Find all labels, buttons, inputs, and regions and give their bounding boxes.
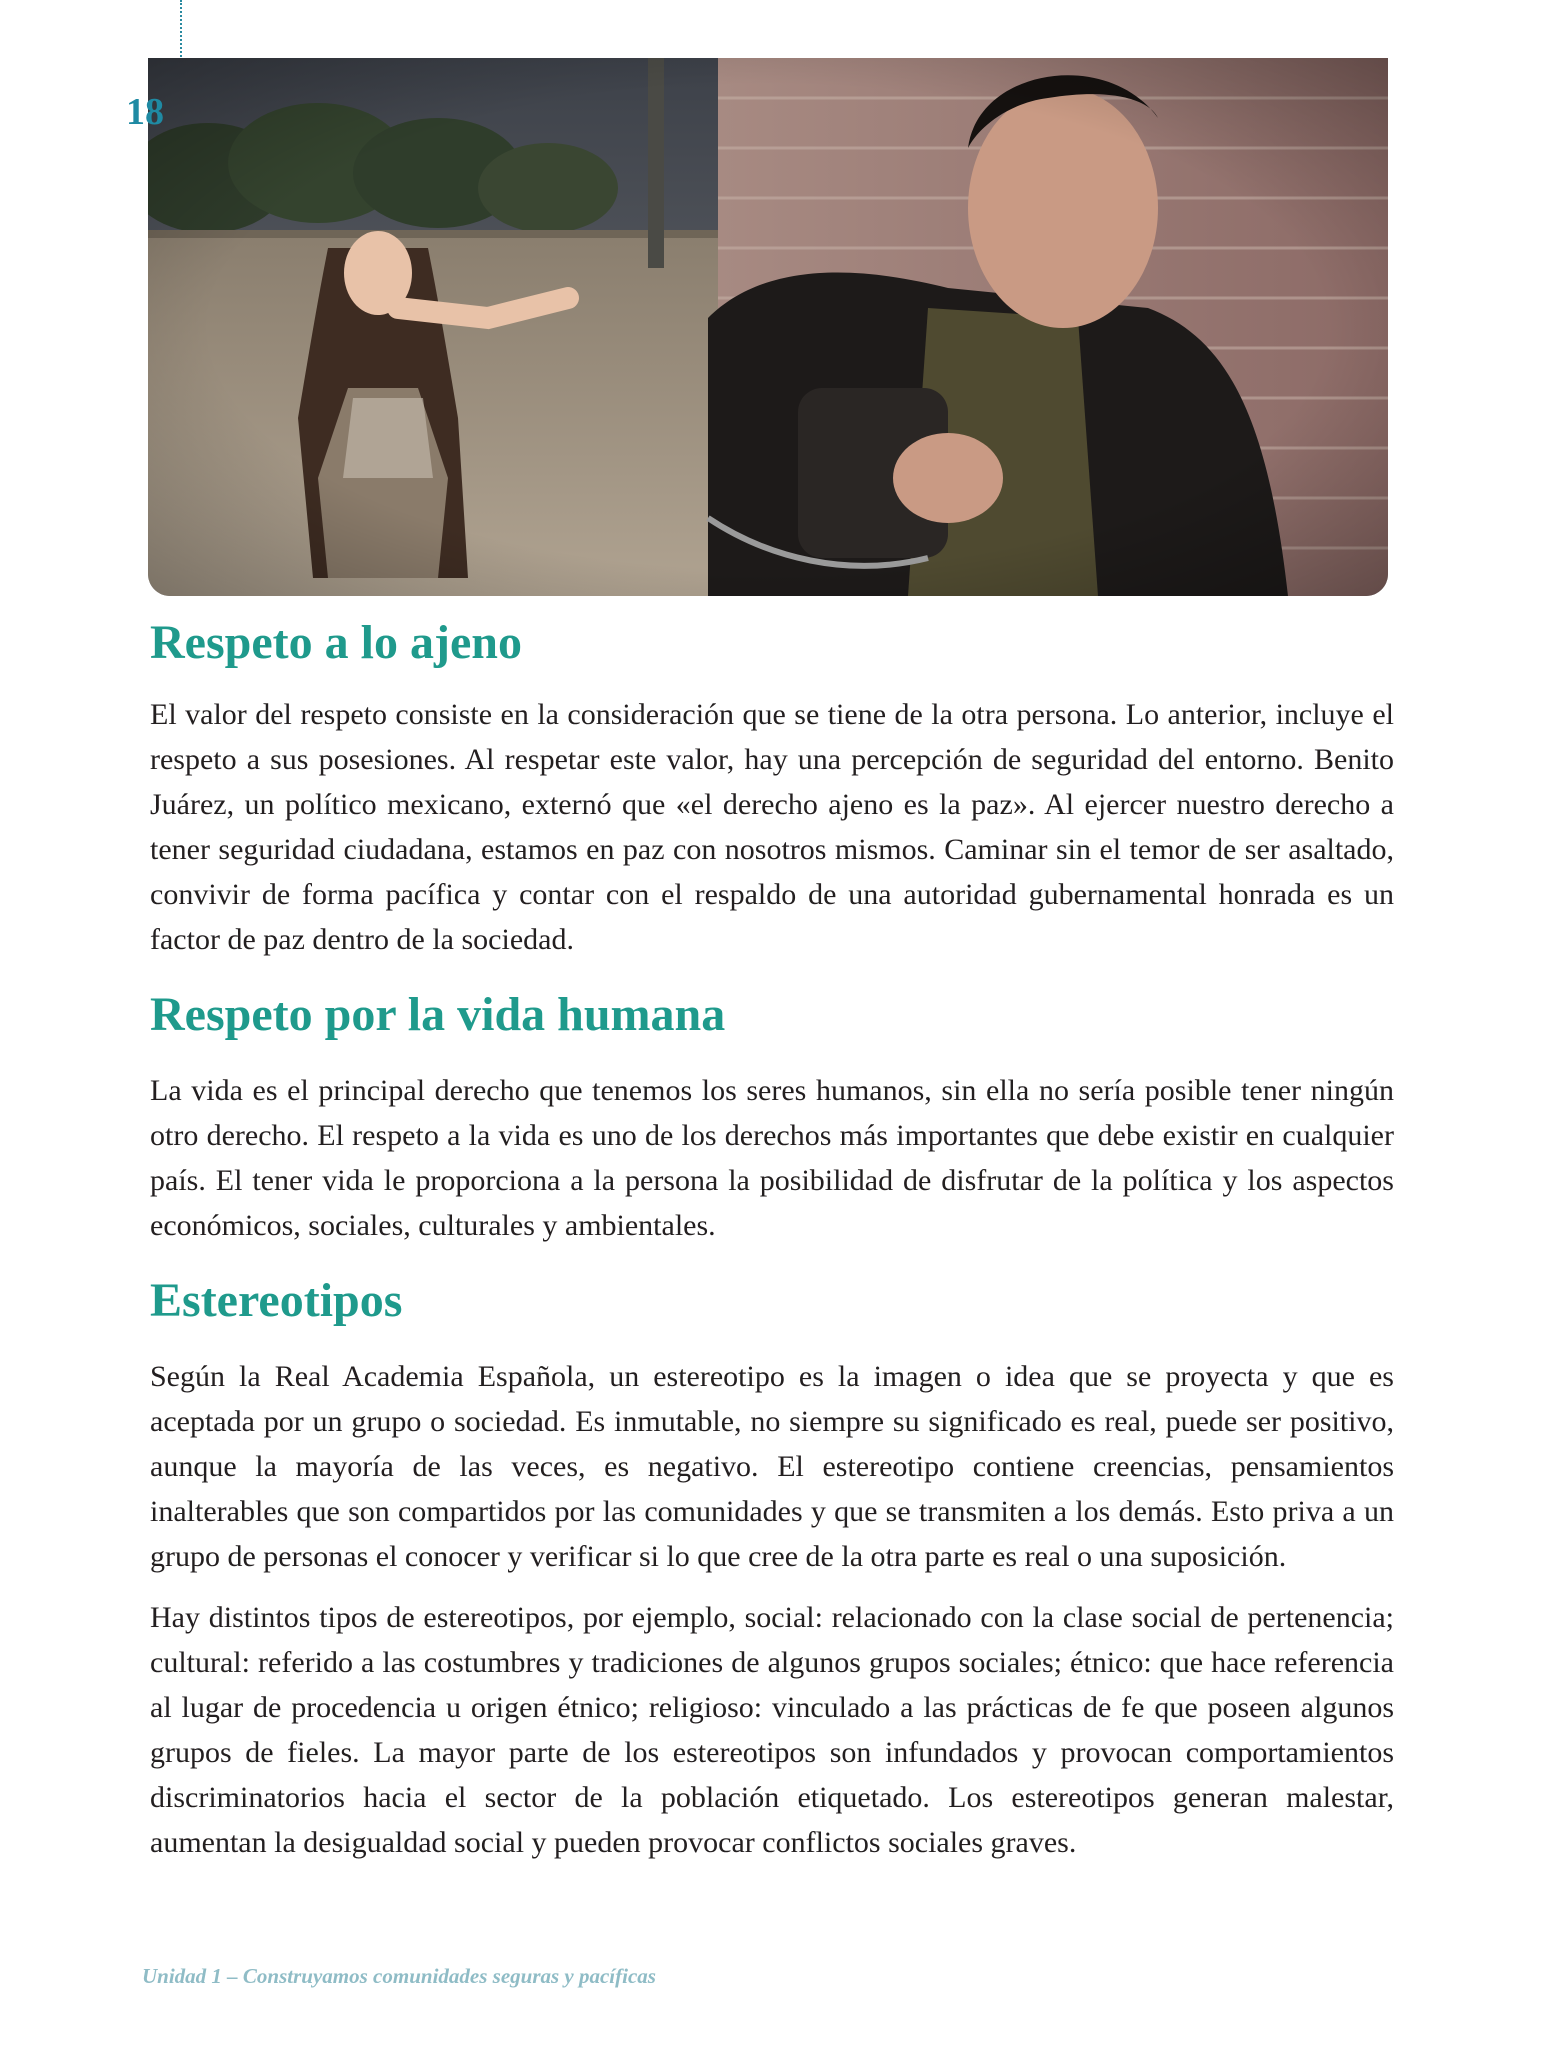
section-title-respeto-vida: Respeto por la vida humana [150,988,726,1041]
header-photo [148,58,1388,596]
paragraph: Hay distintos tipos de estereotipos, por ejemplo, social: relacionado con la clase social de pertenencia; cultural: referido a las costumbres y tradiciones de algunos grupos sociales; étnico: que hace referencia al lugar de procedencia u origen étnico; religioso: vinculado a las prácticas de fe que poseen algunos grupos de fieles. La mayor parte de los estereotipos son infundados y provocan comportamientos discriminatorios hacia el sector de la población etiquetado. Los estereotipos generan malestar, aumentan la desigualdad social y pueden provocar conflictos sociales graves. [150,1601,1394,1859]
main-content [150,612,1394,1865]
paragraph: El valor del respeto consiste en la consideración que se tiene de la otra persona. Lo anterior, incluye el respeto a sus posesiones. Al respetar este valor, hay una percepción de seguridad del entorno. Benito Juárez, un político mexicano, externó que «el derecho ajeno es la paz». Al ejercer nuestro derecho a tener seguridad ciudadana, estamos en paz con nosotros mismos. Caminar sin el temor de ser asaltado, convivir de forma pacífica y contar con el respaldo de una autoridad gubernamental honrada es un factor de paz dentro de la sociedad. [150,698,1394,956]
paragraph: La vida es el principal derecho que tenemos los seres humanos, sin ella no sería posible tener ningún otro derecho. El respeto a la vida es uno de los derechos más importantes que debe existir en cualquier país. El tener vida le proporciona a la persona la posibilidad de disfrutar de la política y los aspectos económicos, sociales, culturales y ambientales. [150,1074,1394,1242]
section-title-estereotipos: Estereotipos [150,1274,403,1327]
paragraph: Según la Real Academia Española, un estereotipo es la imagen o idea que se proyecta y que es aceptada por un grupo o sociedad. Es inmutable, no siempre su significado es real, puede ser positivo, aunque la mayoría de las veces, es negativo. El estereotipo contiene creencias, pensamientos inalterables que son compartidos por las comunidades y que se transmiten a los demás. Esto priva a un grupo de personas el conocer y verificar si lo que cree de la otra parte es real o una suposición. [150,1360,1394,1573]
section-title-respeto-ajeno: Respeto a lo ajeno [150,616,522,669]
page-footer: Unidad 1 – Construyamos comunidades seguras y pacíficas [142,1964,656,1988]
page-number: 18 [126,91,164,133]
